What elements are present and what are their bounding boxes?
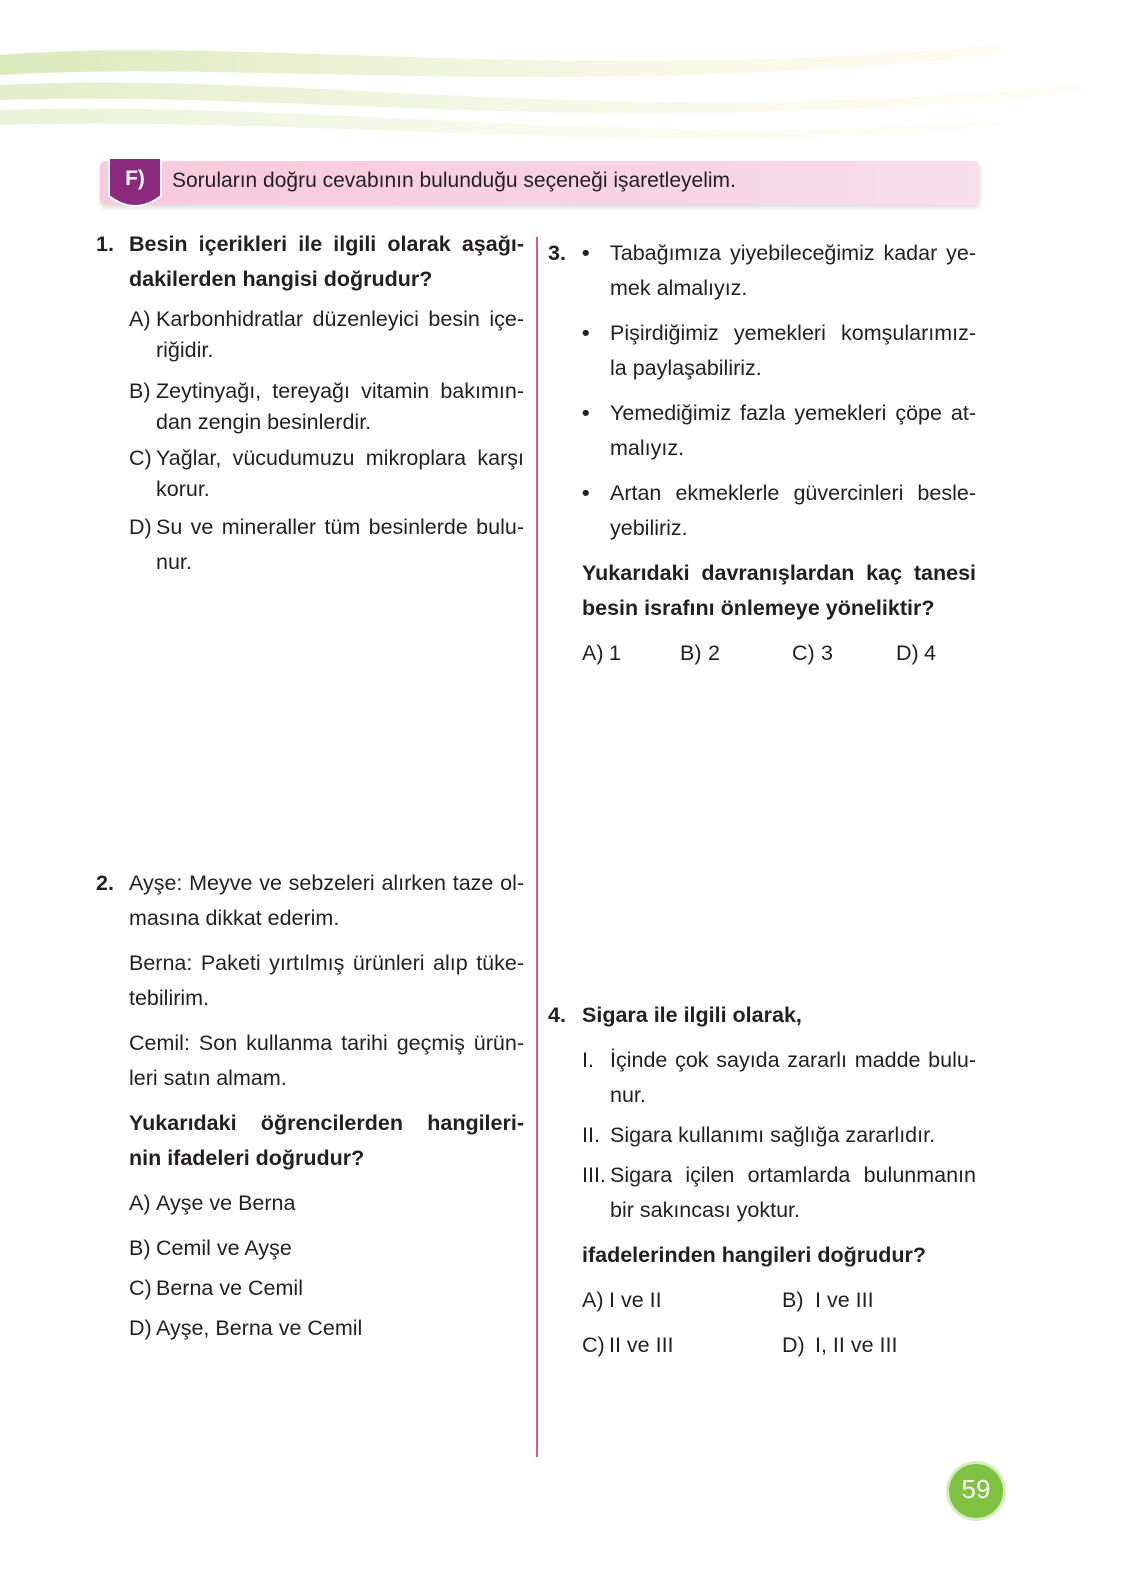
bullet-icon: •	[582, 321, 590, 345]
option-text: Yağlar, vücudumuzu mikroplara karşı	[156, 446, 524, 470]
statement-text: Sigara kullanımı sağlığa zararlıdır.	[610, 1123, 936, 1147]
option-letter: B)	[129, 1236, 151, 1260]
bullet-item	[582, 396, 976, 466]
option-letter: B)	[680, 641, 702, 665]
option-text: korur.	[156, 477, 210, 501]
question-3	[548, 236, 976, 671]
question-prompt: ifadelerinden hangileri doğrudur?	[582, 1243, 927, 1267]
option-letter: D)	[782, 1333, 805, 1357]
statement-berna	[129, 946, 524, 1016]
statement-ii	[582, 1118, 976, 1153]
bullet-text: mek almalıyız.	[610, 276, 748, 300]
option-b[interactable]	[129, 1231, 524, 1266]
statement-iii	[582, 1158, 976, 1228]
question-number: 4.	[548, 1003, 566, 1027]
bullet-text: Tabağımıza yiyebileceğimiz kadar ye-	[610, 241, 976, 265]
option-c[interactable]	[582, 1328, 782, 1363]
statement-text: leri satın almam.	[129, 1066, 287, 1090]
option-list	[129, 304, 524, 580]
question-stem: Sigara ile ilgili olarak,	[582, 1003, 802, 1027]
bullet-item	[582, 476, 976, 546]
statement-text: masına dikkat ederim.	[129, 906, 340, 930]
bullet-icon: •	[582, 481, 590, 505]
statement-text: bir sakıncası yoktur.	[610, 1198, 800, 1222]
option-a[interactable]	[129, 304, 524, 366]
option-letter: C)	[129, 446, 152, 470]
bullet-text: yebiliriz.	[610, 516, 688, 540]
bullet-item	[582, 316, 976, 386]
roman-numeral: III.	[582, 1163, 606, 1187]
question-prompt: nin ifadeleri doğrudur?	[129, 1146, 365, 1170]
option-row	[582, 636, 976, 671]
bullet-text: la paylaşabiliriz.	[610, 356, 762, 380]
option-a[interactable]	[129, 1186, 524, 1221]
option-d[interactable]	[782, 1328, 897, 1363]
bullet-text: Pişirdiğimiz yemekleri komşularımız-	[610, 321, 976, 345]
option-a[interactable]	[582, 636, 680, 671]
option-text: Karbonhidratlar düzenleyici besin içe-	[156, 307, 524, 331]
option-text: II ve III	[609, 1333, 674, 1357]
option-text: Zeytinyağı, tereyağı vitamin bakımın-	[156, 379, 524, 403]
option-letter: A)	[129, 1191, 151, 1215]
option-d[interactable]	[896, 636, 976, 671]
question-prompt: besin israfını önlemeye yöneliktir?	[582, 596, 935, 620]
section-instruction: Soruların doğru cevabının bulunduğu seçeneği işaretleyelim.	[172, 169, 736, 192]
statement-cemil	[129, 1026, 524, 1096]
option-letter: D)	[896, 641, 919, 665]
option-text: I ve II	[609, 1288, 662, 1312]
bullet-text: Yemediğimiz fazla yemekleri çöpe at-	[610, 401, 976, 425]
question-number: 2.	[96, 871, 114, 895]
statement-text: İçinde çok sayıda zararlı madde bulu-	[610, 1048, 976, 1072]
header-wave-decoration	[0, 0, 1123, 160]
option-text: 4	[924, 641, 936, 665]
statement-ayse	[129, 866, 524, 936]
question-prompt: Yukarıdaki davranışlardan kaç tanesi	[582, 561, 976, 585]
statement-i	[582, 1043, 976, 1113]
page-number: 59	[961, 1474, 991, 1504]
option-text: Ayşe, Berna ve Cemil	[156, 1316, 363, 1340]
option-letter: C)	[792, 641, 815, 665]
option-letter: C)	[129, 1276, 152, 1300]
question-1	[96, 227, 524, 580]
option-row	[582, 1328, 976, 1363]
question-prompt: Yukarıdaki öğrencilerden hangileri-	[129, 1111, 524, 1135]
bullet-text: Artan ekmeklerle güvercinleri besle-	[610, 481, 976, 505]
section-letter: F)	[125, 167, 145, 190]
option-c[interactable]	[129, 443, 524, 505]
option-letter: A)	[129, 307, 151, 331]
option-c[interactable]	[129, 1271, 524, 1306]
option-text: 1	[609, 641, 621, 665]
option-d[interactable]	[129, 1311, 524, 1346]
statement-text: Berna: Paketi yırtılmış ürünleri alıp tüke-	[129, 951, 524, 975]
option-text: Su ve mineraller tüm besinlerde bulu-	[156, 515, 524, 539]
option-b[interactable]	[129, 376, 524, 438]
option-b[interactable]	[782, 1283, 874, 1318]
option-text: Berna ve Cemil	[156, 1276, 303, 1300]
option-a[interactable]	[582, 1283, 782, 1318]
option-letter: A)	[582, 1288, 604, 1312]
bullet-icon: •	[582, 241, 590, 265]
statement-text: Ayşe: Meyve ve sebzeleri alırken taze ol-	[129, 871, 524, 895]
option-text: Ayşe ve Berna	[156, 1191, 296, 1215]
option-text: nur.	[156, 550, 192, 574]
option-letter: A)	[582, 641, 604, 665]
statement-text: Sigara içilen ortamlarda bulunmanın	[610, 1163, 976, 1187]
option-row	[582, 1283, 976, 1318]
option-text: dan zengin besinlerdir.	[156, 410, 372, 434]
option-d[interactable]	[129, 510, 524, 580]
roman-numeral: I.	[582, 1048, 594, 1072]
statement-text: tebilirim.	[129, 986, 210, 1010]
option-letter: B)	[782, 1288, 804, 1312]
option-letter: B)	[129, 379, 151, 403]
roman-numeral: II.	[582, 1123, 600, 1147]
question-stem: Besin içerikleri ile ilgili olarak aşağı-	[129, 232, 524, 256]
option-text: I ve III	[815, 1288, 874, 1312]
option-b[interactable]	[680, 636, 792, 671]
bullet-icon: •	[582, 401, 590, 425]
option-text: 3	[821, 641, 833, 665]
question-4	[548, 998, 976, 1363]
statement-text: nur.	[610, 1083, 646, 1107]
bullet-item	[582, 236, 976, 306]
option-text: I, II ve III	[815, 1333, 898, 1357]
question-stem: dakilerden hangisi doğrudur?	[129, 267, 433, 291]
option-text: 2	[708, 641, 720, 665]
question-number: 1.	[96, 232, 114, 256]
option-text: riğidir.	[156, 338, 214, 362]
bullet-text: malıyız.	[610, 436, 685, 460]
statement-text: Cemil: Son kullanma tarihi geçmiş ürün-	[129, 1031, 524, 1055]
option-letter: C)	[582, 1333, 605, 1357]
option-c[interactable]	[792, 636, 896, 671]
question-number: 3.	[548, 241, 566, 265]
question-2	[96, 866, 524, 1346]
option-letter: D)	[129, 515, 152, 539]
option-text: Cemil ve Ayşe	[156, 1236, 292, 1260]
column-divider	[536, 237, 538, 1457]
option-letter: D)	[129, 1316, 152, 1340]
